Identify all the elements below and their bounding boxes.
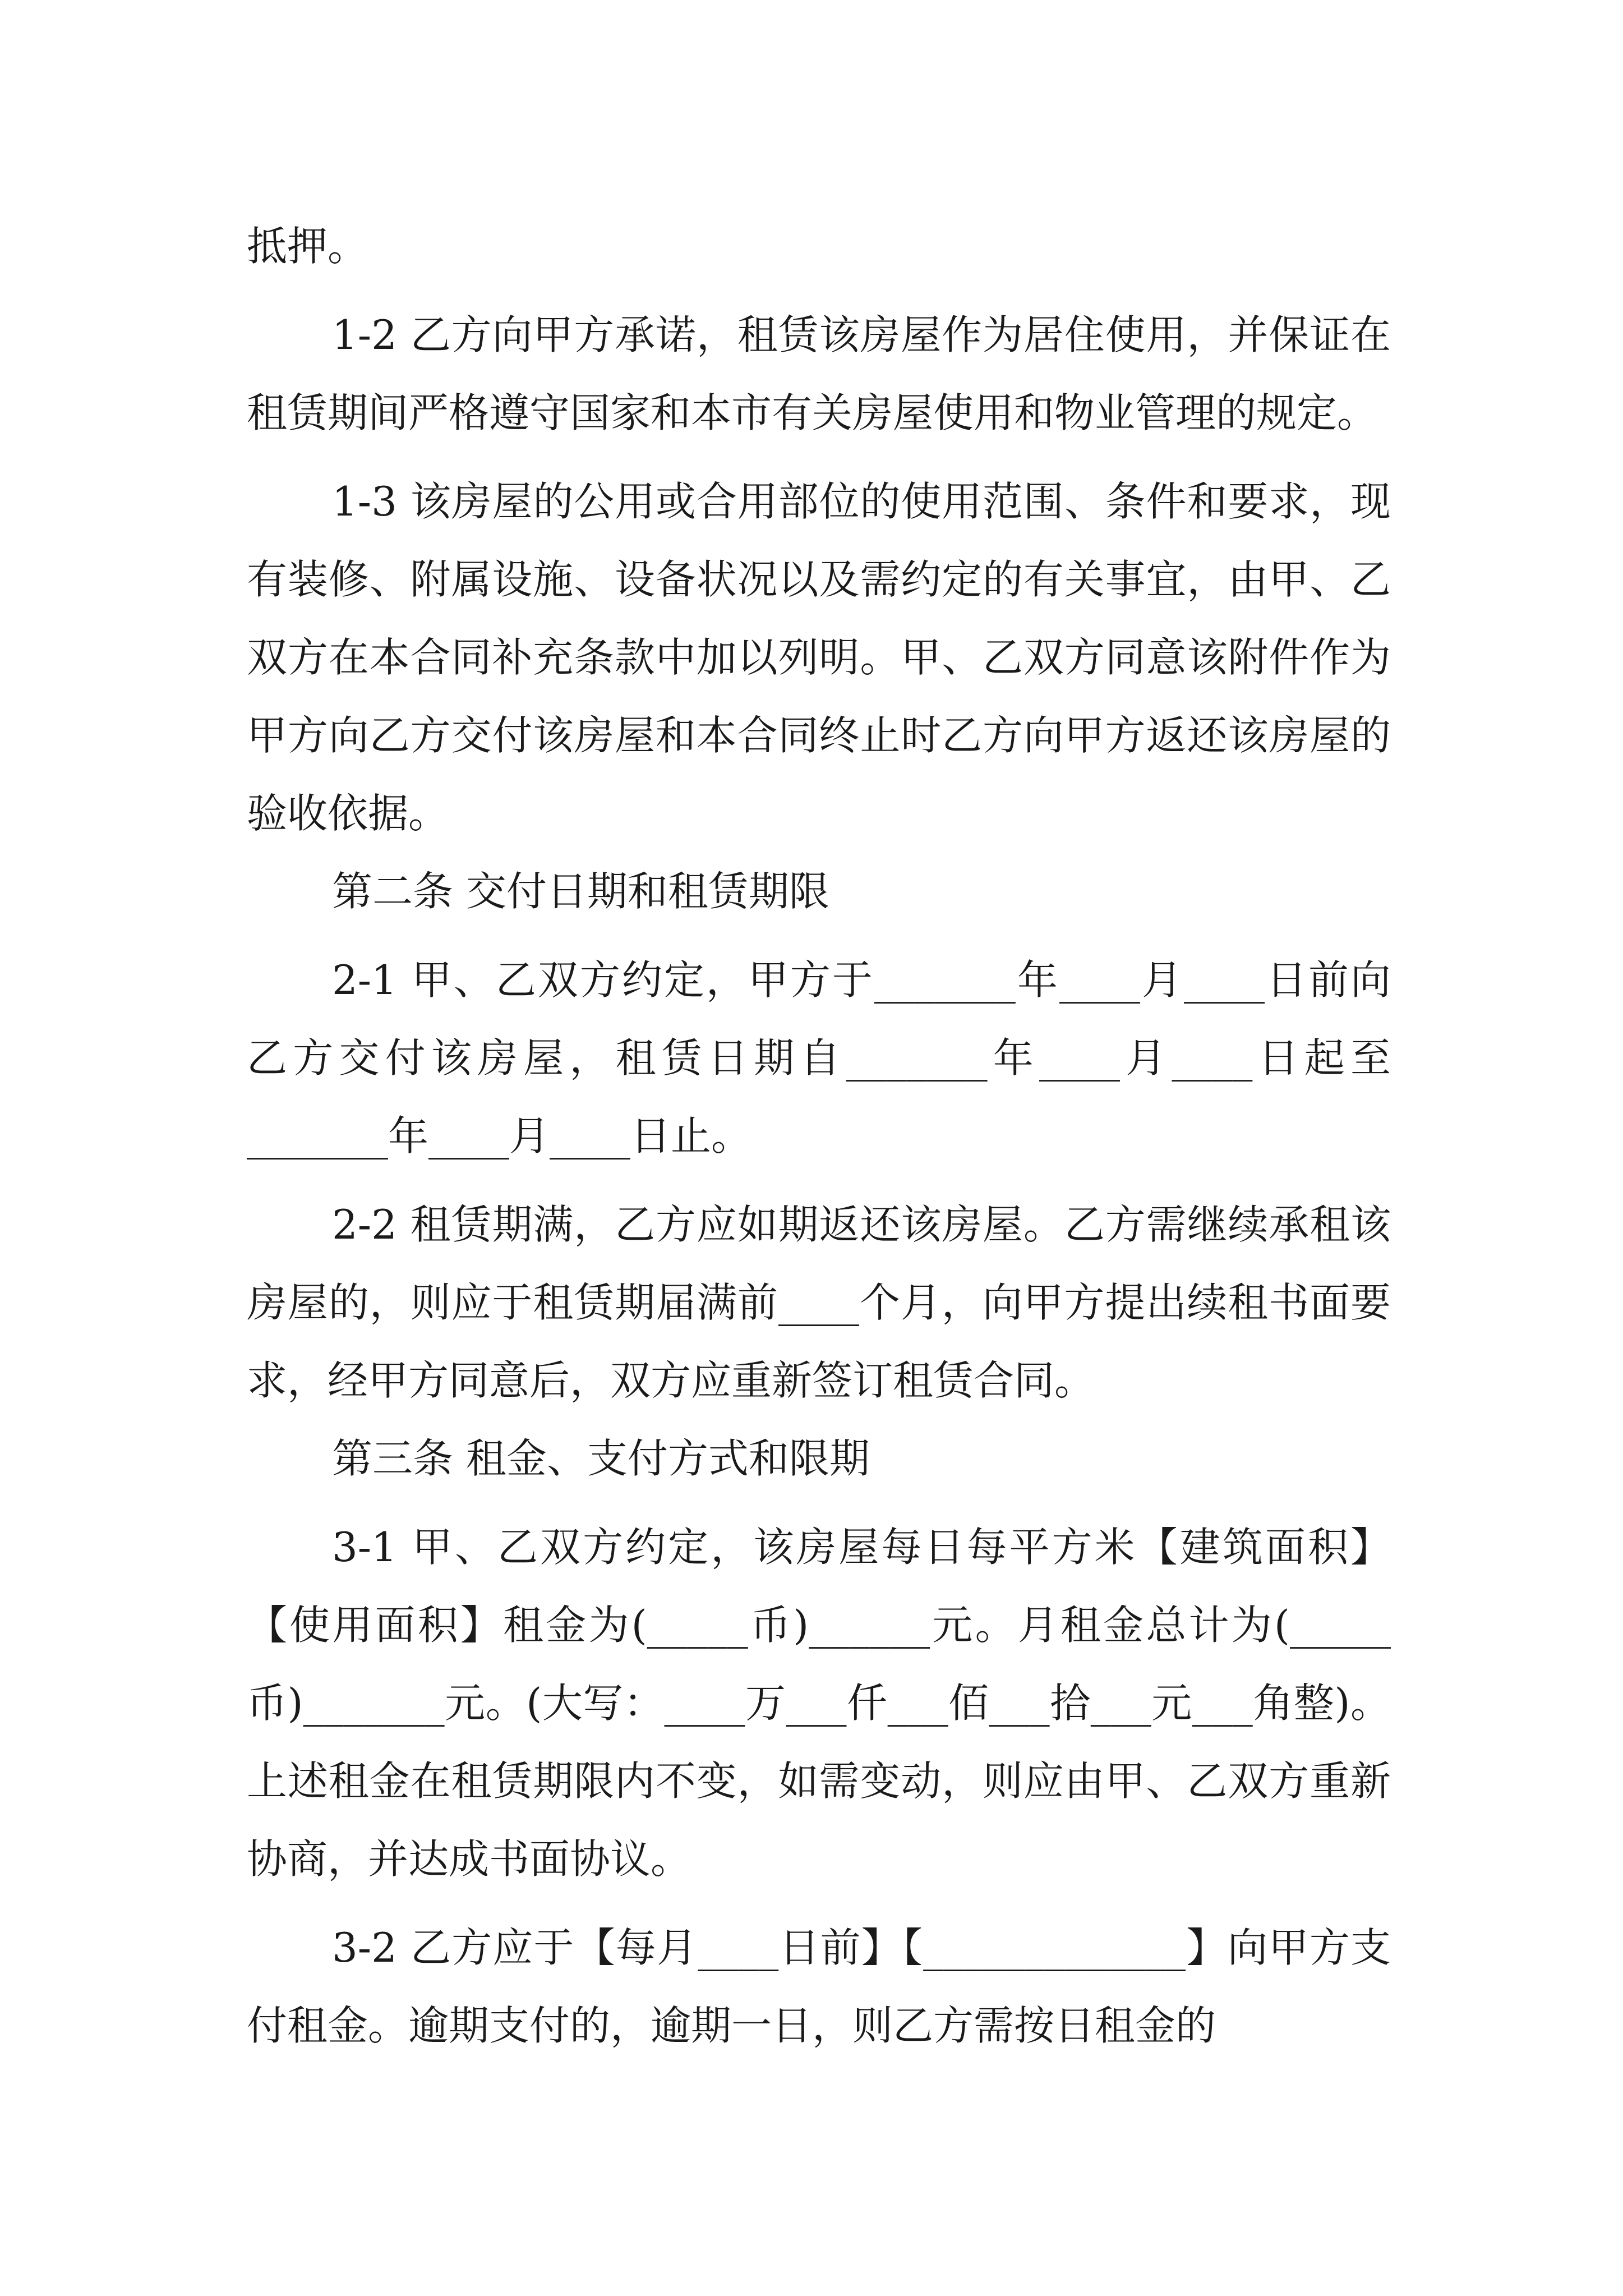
- clause-3-2: 3-2 乙方应于【每月____日前】【_____________】向甲方支付租金。逾期支付的，逾期一日，则乙方需按日租金的: [247, 1924, 1391, 2049]
- clause-1-2: 1-2 乙方向甲方承诺，租赁该房屋作为居住使用，并保证在租赁期间严格遵守国家和本市有关房屋使用和物业管理的规定。: [247, 311, 1391, 436]
- clause-3-1: 3-1 甲、乙双方约定，该房屋每日每平方米【建筑面积】【使用面积】租金为(_____币)______元。月租金总计为(_____币)_______元。(大写：____万___仟___佰___拾___元___角整)。上述租金在租赁期限内不变，如需变动，则应由甲、乙双方重新协商，并达成书面协议。: [247, 1524, 1391, 1883]
- clause-2-1: 2-1 甲、乙双方约定，甲方于_______年____月____日前向乙方交付该房屋，租赁日期自_______年____月____日起至_______年____月____日止。: [247, 956, 1391, 1159]
- article-3-heading: 第三条 租金、支付方式和限期: [332, 1435, 870, 1482]
- clause-1-3: 1-3 该房屋的公用或合用部位的使用范围、条件和要求，现有装修、附属设施、设备状况以及需约定的有关事宜，由甲、乙双方在本合同补充条款中加以列明。甲、乙双方同意该附件作为甲方向乙方交付该房屋和本合同终止时乙方向甲方返还该房屋的验收依据。: [247, 478, 1391, 837]
- paragraph-continuation: 抵押。: [247, 223, 368, 270]
- document-body: [247, 208, 1391, 2065]
- article-2-heading: 第二条 交付日期和租赁期限: [332, 868, 829, 915]
- clause-2-2: 2-2 租赁期满，乙方应如期返还该房屋。乙方需继续承租该房屋的，则应于租赁期届满前____个月，向甲方提出续租书面要求，经甲方同意后，双方应重新签订租赁合同。: [247, 1201, 1391, 1404]
